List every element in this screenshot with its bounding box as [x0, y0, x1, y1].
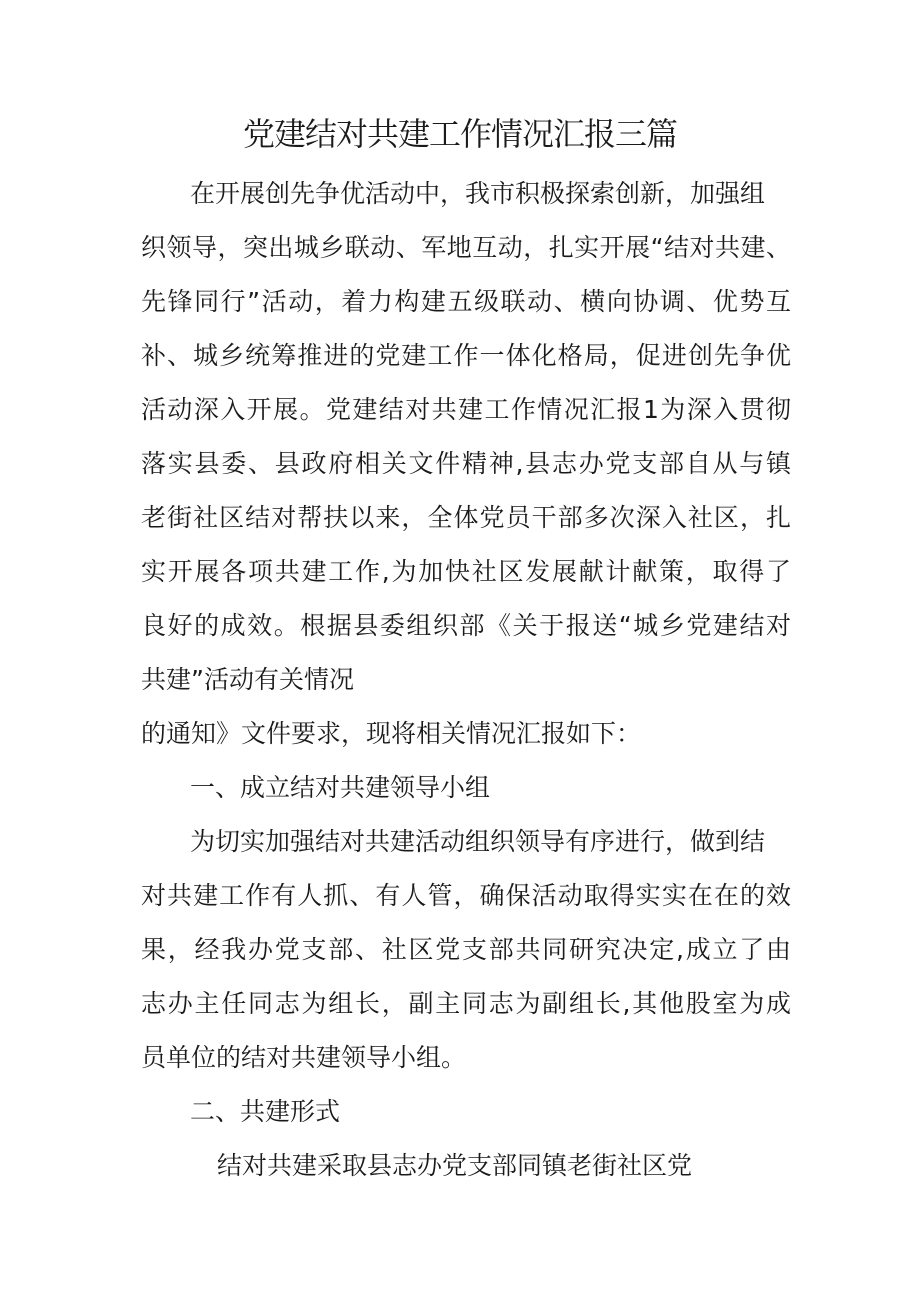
text-line: 果，经我办党支部、社区党支部共同研究决定,成立了由 — [141, 935, 791, 964]
text-line: 落实县委、县政府相关文件精神,县志办党支部自从与镇 — [141, 449, 791, 478]
text-line: 活动深入开展。党建结对共建工作情况汇报1为深入贯彻 — [141, 395, 791, 424]
section-heading: 一、成立结对共建领导小组 — [190, 773, 491, 802]
text-line: 实开展各项共建工作,为加快社区发展献计献策，取得了 — [141, 557, 791, 586]
text-line: 对共建工作有人抓、有人管，确保活动取得实实在在的效 — [141, 881, 791, 910]
section-heading: 二、共建形式 — [190, 1097, 341, 1126]
text-line: 在开展创先争优活动中，我市积极探索创新，加强组 — [190, 179, 766, 208]
text-line: 补、城乡统筹推进的党建工作一体化格局，促进创先争优 — [141, 341, 791, 370]
text-line: 良好的成效。根据县委组织部《关于报送“城乡党建结对 — [141, 611, 791, 640]
text-line: 共建”活动有关情况 — [141, 665, 354, 694]
text-line: 的通知》文件要求，现将相关情况汇报如下： — [141, 719, 642, 748]
text-line: 织领导，突出城乡联动、军地互动，扎实开展“结对共建、 — [141, 233, 791, 262]
text-line: 员单位的结对共建领导小组。 — [141, 1043, 467, 1072]
text-line: 结对共建采取县志办党支部同镇老街社区党 — [217, 1151, 693, 1180]
text-line: 为切实加强结对共建活动组织领导有序进行，做到结 — [190, 827, 766, 856]
text-line: 老街社区结对帮扶以来，全体党员干部多次深入社区，扎 — [141, 503, 791, 532]
text-line: 志办主任同志为组长，副主同志为副组长,其他股室为成 — [141, 989, 791, 1018]
text-line: 先锋同行”活动，着力构建五级联动、横向协调、优势互 — [141, 287, 791, 316]
document-title: 党建结对共建工作情况汇报三篇 — [242, 115, 677, 153]
